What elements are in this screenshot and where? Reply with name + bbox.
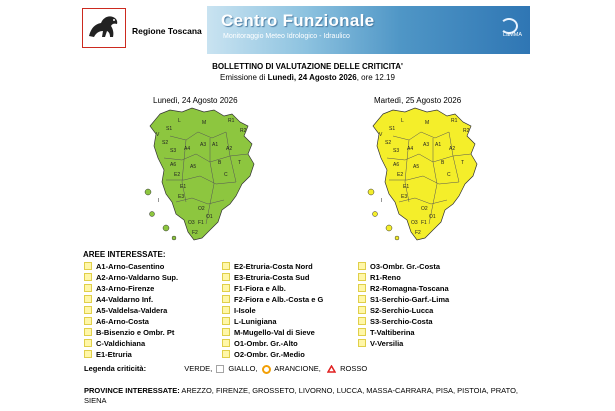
zone-label: T bbox=[238, 160, 242, 166]
zone-label: A2 bbox=[449, 146, 456, 152]
area-item bbox=[84, 295, 153, 305]
area-checkbox-icon bbox=[84, 328, 92, 336]
legend-label: Legenda criticità: bbox=[84, 364, 147, 373]
zone-label: L bbox=[178, 118, 181, 124]
zone-label: O3 bbox=[188, 220, 195, 226]
island-shape bbox=[150, 212, 155, 217]
area-checkbox-icon bbox=[222, 350, 230, 358]
zone-label: R1 bbox=[451, 118, 458, 124]
zone-label: E1 bbox=[180, 184, 187, 190]
zone-label: A1 bbox=[435, 142, 442, 148]
area-item bbox=[222, 328, 315, 338]
zone-label: M bbox=[425, 120, 430, 126]
area-label: A4-Valdarno Inf. bbox=[96, 295, 154, 304]
legend-verde: VERDE, bbox=[184, 364, 213, 373]
area-checkbox-icon bbox=[358, 306, 366, 314]
area-label: O3-Ombr. Gr.-Costa bbox=[370, 262, 441, 271]
banner-subtitle: Monitoraggio Meteo Idrologico - Idraulico bbox=[223, 33, 350, 40]
map-day-label-2: Martedì, 25 Agosto 2026 bbox=[374, 96, 462, 105]
zone-label: A6 bbox=[393, 162, 400, 168]
emission-time: , ore 12.19 bbox=[356, 73, 395, 82]
zone-label: B bbox=[441, 160, 445, 166]
provinces bbox=[84, 386, 524, 406]
zone-label: F1 bbox=[198, 220, 204, 226]
legend bbox=[84, 364, 367, 374]
zone-label: R2 bbox=[240, 128, 247, 134]
area-label: S3-Serchio-Costa bbox=[370, 317, 433, 326]
area-checkbox-icon bbox=[84, 306, 92, 314]
zone-label: S2 bbox=[385, 140, 392, 146]
area-checkbox-icon bbox=[222, 273, 230, 281]
area-label: A3-Arno-Firenze bbox=[96, 284, 155, 293]
regione-toscana-logo bbox=[82, 8, 126, 48]
area-item bbox=[358, 295, 449, 305]
tuscany-map-1 bbox=[140, 106, 258, 246]
island-shape bbox=[386, 225, 392, 231]
area-item bbox=[84, 284, 154, 294]
zone-label: E3 bbox=[401, 194, 408, 200]
area-checkbox-icon bbox=[358, 284, 366, 292]
area-checkbox-icon bbox=[84, 262, 92, 270]
zone-label: S3 bbox=[170, 148, 177, 154]
zone-label: A3 bbox=[423, 142, 430, 148]
provinces-label: PROVINCE INTERESSATE: bbox=[84, 386, 180, 395]
area-item bbox=[84, 350, 132, 360]
zone-label: O2 bbox=[421, 206, 428, 212]
area-item bbox=[358, 317, 433, 327]
zone-label: V bbox=[379, 132, 383, 138]
area-checkbox-icon bbox=[358, 262, 366, 270]
legend-arancione: ARANCIONE, bbox=[274, 364, 321, 373]
area-item bbox=[358, 306, 433, 316]
island-shape bbox=[145, 189, 151, 195]
area-item bbox=[358, 339, 403, 349]
zone-label: O1 bbox=[206, 214, 213, 220]
zone-label: A2 bbox=[226, 146, 233, 152]
area-label: O2-Ombr. Gr.-Medio bbox=[234, 350, 305, 359]
zone-label: M bbox=[202, 120, 207, 126]
lamma-logo-text: LaMMA bbox=[503, 32, 522, 38]
area-checkbox-icon bbox=[358, 339, 366, 347]
zone-label: S1 bbox=[166, 126, 173, 132]
area-checkbox-icon bbox=[84, 284, 92, 292]
centro-funzionale-banner bbox=[207, 6, 530, 54]
area-item bbox=[84, 339, 145, 349]
area-label: M-Mugello-Val di Sieve bbox=[234, 328, 315, 337]
zone-label: E2 bbox=[397, 172, 404, 178]
area-label: C-Valdichiana bbox=[96, 339, 146, 348]
zone-label: I bbox=[381, 198, 383, 204]
zone-label: F1 bbox=[421, 220, 427, 226]
island-shape bbox=[373, 212, 378, 217]
area-item bbox=[84, 328, 174, 338]
zone-label: I bbox=[158, 198, 160, 204]
area-label: E3-Etruria-Costa Sud bbox=[234, 273, 310, 282]
area-label: R2-Romagna-Toscana bbox=[370, 284, 449, 293]
area-checkbox-icon bbox=[222, 295, 230, 303]
area-label: S2-Serchio-Lucca bbox=[370, 306, 434, 315]
org-name: Regione Toscana bbox=[132, 26, 202, 36]
zone-label: O3 bbox=[411, 220, 418, 226]
zone-label: S3 bbox=[393, 148, 400, 154]
island-shape bbox=[395, 236, 399, 240]
emission-prefix: Emissione di bbox=[220, 73, 268, 82]
zone-label: A5 bbox=[413, 164, 420, 170]
area-item bbox=[84, 317, 149, 327]
area-checkbox-icon bbox=[222, 317, 230, 325]
zone-label: C bbox=[447, 172, 451, 178]
zone-label: C bbox=[224, 172, 228, 178]
map-day-2 bbox=[363, 106, 481, 246]
area-item bbox=[222, 284, 286, 294]
area-checkbox-icon bbox=[358, 328, 366, 336]
area-label: A6-Arno-Costa bbox=[96, 317, 149, 326]
area-checkbox-icon bbox=[358, 317, 366, 325]
zone-label: B bbox=[218, 160, 222, 166]
area-label: F1-Fiora e Alb. bbox=[234, 284, 286, 293]
island-shape bbox=[163, 225, 169, 231]
area-checkbox-icon bbox=[358, 295, 366, 303]
island-shape bbox=[172, 236, 176, 240]
emission-line bbox=[0, 73, 615, 82]
banner-title: Centro Funzionale bbox=[221, 11, 375, 30]
zone-label: T bbox=[461, 160, 465, 166]
map-day-1 bbox=[140, 106, 258, 246]
area-label: E2-Etruria-Costa Nord bbox=[234, 262, 313, 271]
area-label: E1-Etruria bbox=[96, 350, 132, 359]
area-item bbox=[222, 317, 277, 327]
header bbox=[82, 6, 530, 54]
area-label: F2-Fiora e Alb.-Costa e G bbox=[234, 295, 324, 304]
area-item bbox=[358, 328, 415, 338]
area-item bbox=[358, 273, 401, 283]
area-label: A1-Arno-Casentino bbox=[96, 262, 165, 271]
area-item bbox=[84, 306, 167, 316]
area-checkbox-icon bbox=[358, 273, 366, 281]
zone-label: R1 bbox=[228, 118, 235, 124]
legend-rosso: ROSSO bbox=[340, 364, 368, 373]
area-item bbox=[222, 306, 256, 316]
area-label: L-Lunigiana bbox=[234, 317, 277, 326]
area-label: A5-Valdelsa-Valdera bbox=[96, 306, 168, 315]
area-label: A2-Arno-Valdarno Sup. bbox=[96, 273, 179, 282]
area-label: S1-Serchio-Garf.-Lima bbox=[370, 295, 450, 304]
area-item bbox=[222, 339, 298, 349]
area-checkbox-icon bbox=[222, 284, 230, 292]
area-checkbox-icon bbox=[84, 350, 92, 358]
areas-heading: AREE INTERESSATE: bbox=[83, 250, 166, 259]
area-label: O1-Ombr. Gr.-Alto bbox=[234, 339, 298, 348]
legend-giallo: GIALLO, bbox=[228, 364, 258, 373]
legend-verde-swatch bbox=[216, 365, 224, 373]
area-item bbox=[84, 262, 164, 272]
area-label: T-Valtiberina bbox=[370, 328, 415, 337]
zone-label: E2 bbox=[174, 172, 181, 178]
map-day-label-1: Lunedì, 24 Agosto 2026 bbox=[153, 96, 238, 105]
area-checkbox-icon bbox=[84, 273, 92, 281]
area-item bbox=[222, 273, 309, 283]
zone-label: O1 bbox=[429, 214, 436, 220]
island-shape bbox=[368, 189, 374, 195]
area-checkbox-icon bbox=[222, 328, 230, 336]
zone-label: A6 bbox=[170, 162, 177, 168]
tuscany-map-2 bbox=[363, 106, 481, 246]
area-checkbox-icon bbox=[84, 295, 92, 303]
area-item bbox=[84, 273, 178, 283]
area-checkbox-icon bbox=[222, 339, 230, 347]
zone-label: F2 bbox=[415, 230, 421, 236]
area-checkbox-icon bbox=[84, 339, 92, 347]
zone-label: S2 bbox=[162, 140, 169, 146]
area-item bbox=[358, 284, 449, 294]
zone-label: A5 bbox=[190, 164, 197, 170]
legend-rosso-icon bbox=[327, 365, 336, 373]
area-item bbox=[222, 295, 323, 305]
area-label: R1-Reno bbox=[370, 273, 401, 282]
zone-label: O2 bbox=[198, 206, 205, 212]
bulletin-title: BOLLETTINO DI VALUTAZIONE DELLE CRITICITA' bbox=[212, 62, 403, 71]
area-item bbox=[222, 262, 313, 272]
zone-label: R2 bbox=[463, 128, 470, 134]
zone-label: F2 bbox=[192, 230, 198, 236]
area-item bbox=[358, 262, 440, 272]
zone-label: E3 bbox=[178, 194, 185, 200]
zone-label: S1 bbox=[389, 126, 396, 132]
zone-label: V bbox=[156, 132, 160, 138]
emission-date: Lunedì, 24 Agosto 2026 bbox=[267, 73, 357, 82]
area-label: B-Bisenzio e Ombr. Pt bbox=[96, 328, 175, 337]
zone-label: L bbox=[401, 118, 404, 124]
zone-label: A4 bbox=[184, 146, 191, 152]
zone-label: A3 bbox=[200, 142, 207, 148]
area-checkbox-icon bbox=[222, 262, 230, 270]
provinces-list: AREZZO, FIRENZE, GROSSETO, LIVORNO, LUCCA, MASSA-CARRARA, PISA, PISTOIA, PRATO, SIENA bbox=[84, 386, 518, 405]
area-item bbox=[222, 350, 305, 360]
legend-arancione-icon bbox=[262, 365, 271, 374]
area-checkbox-icon bbox=[222, 306, 230, 314]
zone-label: A1 bbox=[212, 142, 219, 148]
zone-label: A4 bbox=[407, 146, 414, 152]
area-checkbox-icon bbox=[84, 317, 92, 325]
area-label: V-Versilia bbox=[370, 339, 404, 348]
zone-label: E1 bbox=[403, 184, 410, 190]
area-label: I-Isole bbox=[234, 306, 256, 315]
